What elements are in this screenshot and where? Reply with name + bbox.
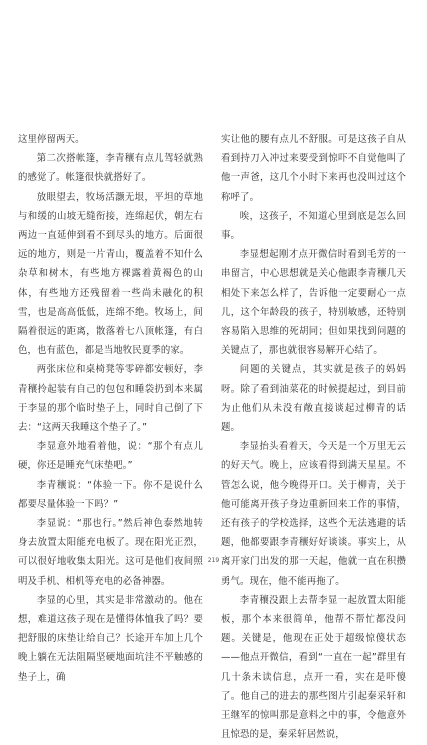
paragraph: 唉，这孩子，不知道心里到底是怎么回事。 [221, 210, 406, 242]
paragraph: 李显说：“那也行。”然后神色泰然地转身去放置太阳能充电板了。现在阳光正烈，可以很好地收集太阳光。这可是他们夜间照明及手机、相机等充电的必备神器。 [18, 518, 203, 587]
paragraph: 第二次搭帐篷，李青穰有点儿驾轻就熟的感觉了。帐篷很快就搭好了。 [18, 153, 203, 184]
paragraph: 问题的关键点，其实就是孩子的妈妈呀。除了看到油菜花的时候提起过，到目前为止他们从未没有敞直接谈起过柳青的话题。 [221, 364, 406, 434]
paragraph: 李显想起刚才点开微信时看到毛芳的一串留言，中心思想就是关心他跟李青穰几天相处下来怎么样了，告诉他一定要耐心一点儿，这个年龄段的孩子，特别敏感，还特别容易陷入思维的死胡同；但如果找到问题的关键点了，那也就很容易解开心结了。 [221, 249, 406, 357]
paragraph: 实让他的腰有点儿不舒服。可是这孩子自从看到持刀入冲过来要受到惊吓不自觉他叫了他一声爸，这几个小时下来再也没叫过这个称呼了。 [221, 134, 406, 203]
right-column [221, 130, 406, 745]
paragraph: 李青穰没跟上去帮李显一起放置太阳能板，那个本来很简单，他帮不帮忙都没问题。关键是，他现在正处于超级惊傻状态——他点开微信，看到“一直在一起”群里有几十条未读信息，点开一看，实在是吓傻了。他自己的进去的那些图片引起秦采轩和王继军的惊叫那是意料之中的事，令他意外且惊恐的是，秦采轩居然说， [221, 594, 406, 741]
left-column [18, 130, 203, 687]
paragraph: 李青穰说：“体验一下。你不是说什么都要尽量体验一下吗？” [18, 479, 203, 510]
page-number: 219 [207, 557, 220, 564]
paragraph: 李显抬头看着天，今天是一个万里无云的好天气。晚上，应该看得到满天星星。不管怎么说，他今晚得开口。关于柳青，关于他可能离开孩子身边重新回来工作的事情，还有孩子的学校选择，这些个无法逃避的话题，他都要跟李青穰好好谈谈。事实上，从离开家门出发的那一天起，他就一直在积攒勇气。现在，他不能再拖了。 [221, 441, 406, 587]
paragraph: 放眼望去，牧场活灏无垠，平坦的草地与和缓的山坡无缝衔接，连绵起伏，朝左右两边一直延伸到看不到尽头的地方。后面很远的地方，则是一片青山，覆盖着不知什么杂草和树木，有些地方裸露着黄褐色的山体，有些地方还残留着一些尚未融化的积雪，也是高高低低，连绵不绝。牧场上，间隔着很远的距离，散落着七八顶帐篷，有白色，也有蓝色，都是当地牧民夏季的家。 [18, 191, 203, 357]
paragraph: 李显意外地看着他，说：“那个有点儿硬，你还是睡充气床垫吧。” [18, 441, 203, 472]
paragraph: 两张床位和桌椅凳等零碎都安顿好，李青穰拎起装有自己的包包和睡袋扔到本来属于李显的那个临时垫子上，同时自己倒了下去：“这两天我睡这个垫子了。” [18, 364, 203, 434]
paragraph: 这里停留两天。 [18, 134, 85, 145]
paragraph: 李显的心里，其实是非常激动的。他在想，难道这孩子现在是懂得体恤我了吗？要把舒服的床垫让给自己？长途开车加上几个晚上躺在无法阻隔坚硬地面坑洼不平触感的垫子上，确 [18, 594, 203, 683]
